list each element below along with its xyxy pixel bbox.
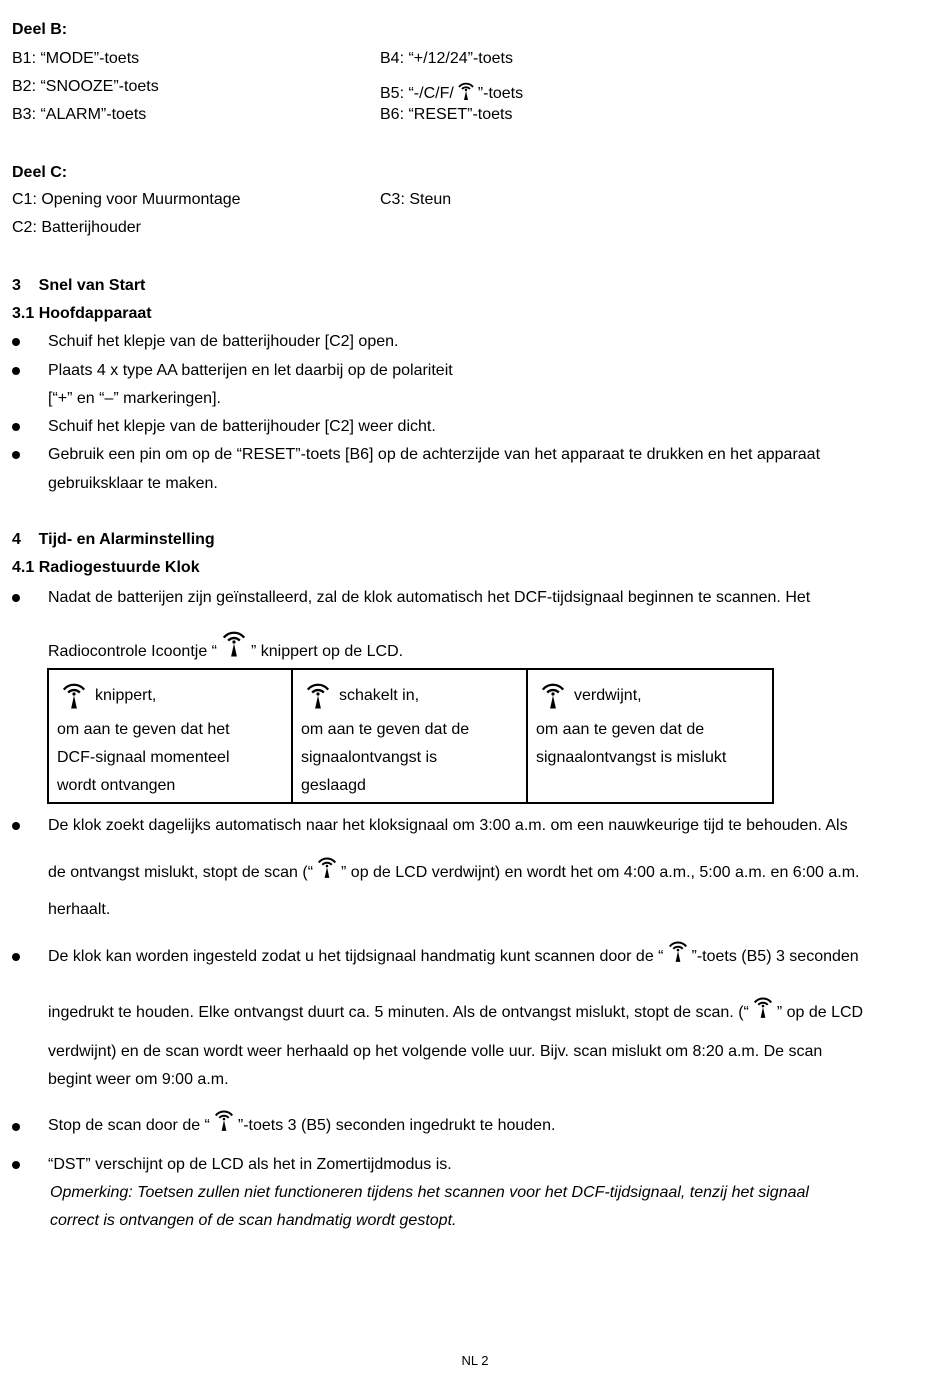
b5-text-pre: B5: “-/C/F/ xyxy=(380,85,454,102)
deel-b-heading: Deel B: xyxy=(12,21,68,38)
c1-item: C1: Opening voor Muurmontage xyxy=(12,191,241,208)
note-line1: Opmerking: Toetsen zullen niet functioneren tijdens het scannen voor het DCF-tijdsignaal, tenzij het signaal xyxy=(50,1184,809,1201)
radio-signal-icon xyxy=(456,79,476,101)
radio-signal-icon xyxy=(212,1106,236,1132)
radio-signal-icon xyxy=(538,678,568,726)
radio-signal-icon xyxy=(315,853,339,879)
p3-line2-post: ” op de LCD xyxy=(776,1004,864,1021)
radio-signal-icon xyxy=(303,678,333,726)
section4-subheading: 4.1 Radiogestuurde Klok xyxy=(12,559,200,576)
cell-line: signaalontvangst is xyxy=(301,749,438,766)
cell-line: wordt ontvangen xyxy=(57,777,176,794)
s4-p1-line2 xyxy=(48,626,403,672)
bullet-dot xyxy=(12,1123,20,1131)
cell-line: om aan te geven dat het xyxy=(57,721,230,738)
p1-text-pre: Radiocontrole Icoontje “ xyxy=(48,643,217,660)
bullet-dot xyxy=(12,423,20,431)
note-line2: correct is ontvangen of de scan handmatig wordt gestopt. xyxy=(50,1212,457,1229)
b1-item: B1: “MODE”-toets xyxy=(12,50,140,67)
bullet-dot xyxy=(12,367,20,375)
b4-item: B4: “+/12/24”-toets xyxy=(380,50,513,67)
section3-subheading: 3.1 Hoofdapparaat xyxy=(12,305,152,322)
s3-bullet-4-line1: Gebruik een pin om op de “RESET”-toets [B6] op de achterzijde van het apparaat te drukken en het apparaat xyxy=(48,446,821,463)
s4-p4 xyxy=(48,1106,555,1144)
bullet-dot xyxy=(12,822,20,830)
p3-line2-pre: ingedrukt te houden. Elke ontvangst duurt ca. 5 minuten. Als de ontvangst mislukt, stopt de scan. (“ xyxy=(48,1004,749,1021)
p3-text-post: ”-toets (B5) 3 seconden xyxy=(691,948,859,965)
radio-signal-icon xyxy=(751,993,775,1019)
s4-p3-line1 xyxy=(48,937,859,975)
s3-bullet-2-line1: Plaats 4 x type AA batterijen en let daarbij op de polariteit xyxy=(48,362,453,379)
s3-bullet-2-line2: [“+” en “–” markeringen]. xyxy=(48,390,221,407)
bullet-dot xyxy=(12,594,20,602)
cell-head-text: knippert, xyxy=(95,687,157,704)
c2-item: C2: Batterijhouder xyxy=(12,219,141,236)
cell-line: om aan te geven dat de xyxy=(301,721,470,738)
p3-text-pre: De klok kan worden ingesteld zodat u het tijdsignaal handmatig kunt scannen door de “ xyxy=(48,948,664,965)
s4-p3-line2 xyxy=(48,993,863,1031)
bullet-dot xyxy=(12,953,20,961)
signal-status-table xyxy=(47,668,774,804)
s3-bullet-4-line2: gebruiksklaar te maken. xyxy=(48,475,218,492)
cell-line: DCF-signaal momenteel xyxy=(57,749,230,766)
cell-head-text: verdwijnt, xyxy=(574,687,642,704)
s3-bullet-3: Schuif het klepje van de batterijhouder [C2] weer dicht. xyxy=(48,418,436,435)
b5-text-post: ”-toets xyxy=(477,85,524,102)
bullet-dot xyxy=(12,1161,20,1169)
s4-p2-line2 xyxy=(48,853,860,891)
p4-text-pre: Stop de scan door de “ xyxy=(48,1117,210,1134)
p1-text-post: ” knippert op de LCD. xyxy=(250,643,404,660)
table-cell-off xyxy=(527,669,773,803)
s3-bullet-1: Schuif het klepje van de batterijhouder [C2] open. xyxy=(48,333,399,350)
p4-text-post: ”-toets 3 (B5) seconden ingedrukt te houden. xyxy=(237,1117,556,1134)
s4-p3-line4: begint weer om 9:00 a.m. xyxy=(48,1071,229,1088)
b3-item: B3: “ALARM”-toets xyxy=(12,106,147,123)
bullet-dot xyxy=(12,338,20,346)
section4-heading: 4 Tijd- en Alarminstelling xyxy=(12,531,215,548)
s4-p2-line3: herhaalt. xyxy=(48,901,111,918)
b6-item: B6: “RESET”-toets xyxy=(380,106,513,123)
b2-item: B2: “SNOOZE”-toets xyxy=(12,78,159,95)
cell-head xyxy=(536,676,764,716)
s4-p1-line1: Nadat de batterijen zijn geïnstalleerd, zal de klok automatisch het DCF-tijdsignaal beginnen te scannen. Het xyxy=(48,589,811,606)
p2-text-post: ” op de LCD verdwijnt) en wordt het om 4:00 a.m., 5:00 a.m. en 6:00 a.m. xyxy=(341,864,860,881)
radio-signal-icon xyxy=(219,626,249,658)
c3-item: C3: Steun xyxy=(380,191,452,208)
page-number: NL 2 xyxy=(461,1353,489,1368)
cell-head xyxy=(57,676,283,716)
s4-p3-line3: verdwijnt) en de scan wordt weer herhaald op het volgende volle uur. Bijv. scan mislukt om 8:20 a.m. De scan xyxy=(48,1043,823,1060)
table-cell-on xyxy=(292,669,527,803)
deel-c-heading: Deel C: xyxy=(12,164,68,181)
table-cell-blinking xyxy=(48,669,292,803)
radio-signal-icon xyxy=(59,678,89,726)
b5-item xyxy=(380,79,523,104)
section3-heading: 3 Snel van Start xyxy=(12,277,146,294)
s4-p5: “DST” verschijnt op de LCD als het in Zomertijdmodus is. xyxy=(48,1156,452,1173)
cell-head-text: schakelt in, xyxy=(339,687,420,704)
cell-line: signaalontvangst is mislukt xyxy=(536,749,727,766)
cell-head xyxy=(301,676,518,716)
bullet-dot xyxy=(12,451,20,459)
p2-text-pre: de ontvangst mislukt, stopt de scan (“ xyxy=(48,864,314,881)
s4-p2-line1: De klok zoekt dagelijks automatisch naar het kloksignaal om 3:00 a.m. om een nauwkeurige tijd te behouden. Als xyxy=(48,817,848,834)
cell-line: geslaagd xyxy=(301,777,366,794)
radio-signal-icon xyxy=(666,937,690,963)
cell-line: om aan te geven dat de xyxy=(536,721,705,738)
